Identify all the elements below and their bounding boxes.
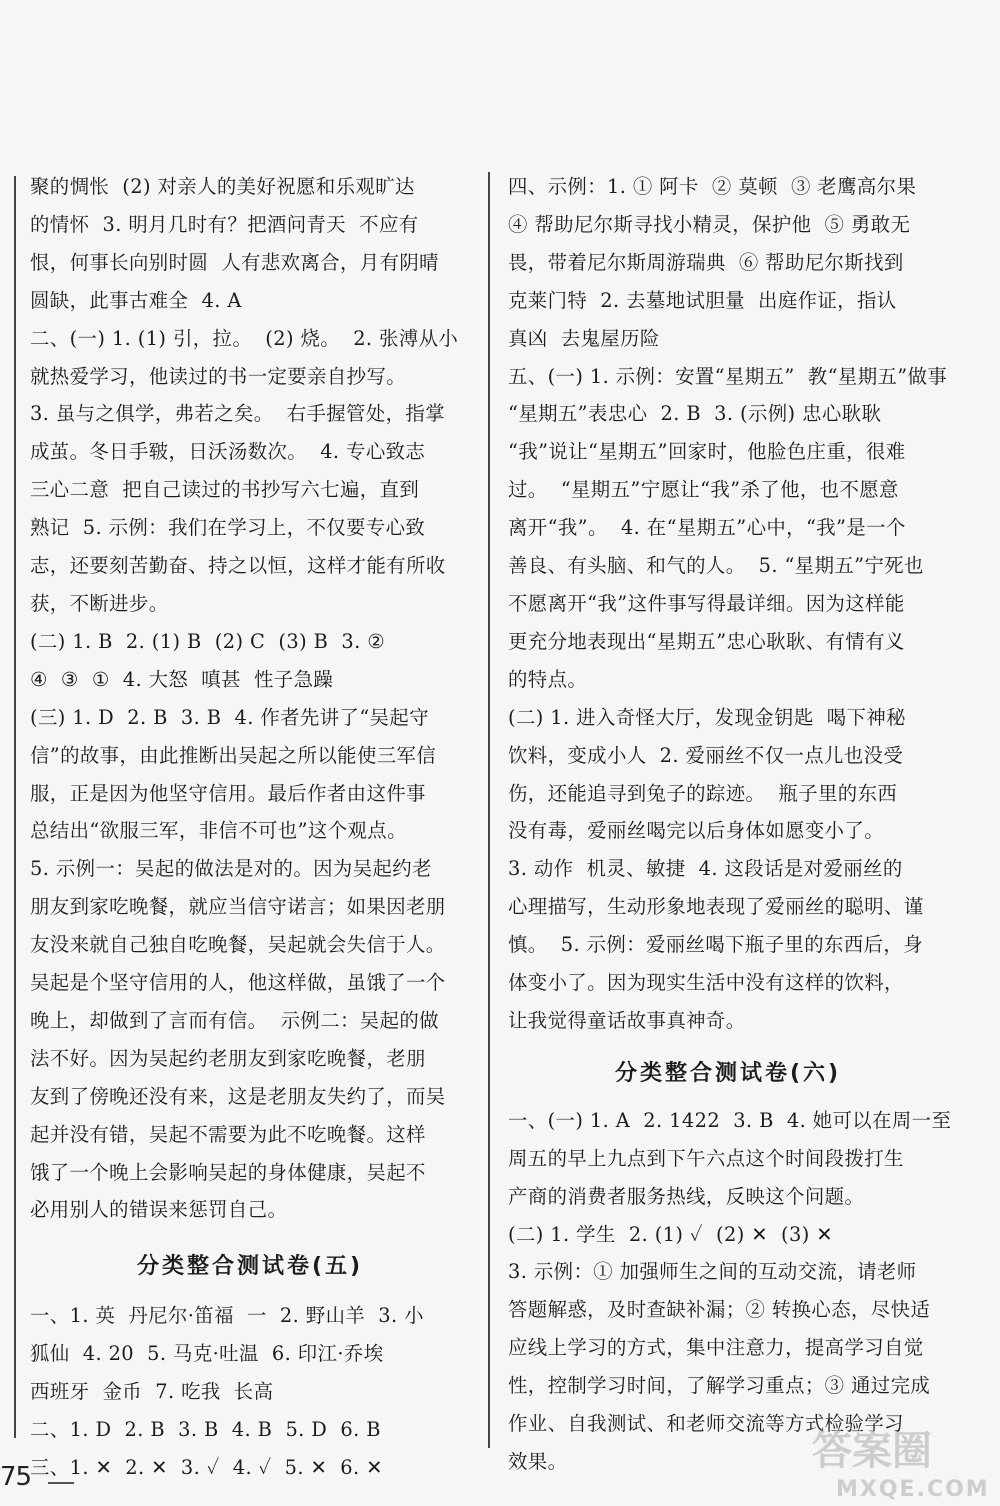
answer-block-test-5: 一、1. 英 丹尼尔·笛福 一 2. 野山羊 3. 小 狐仙 4. 20 5. 马克·吐温 6. 印江·乔埃 西班牙 金币 7. 吃我 长高 二、1. D 2. B 3. B 4. B 5. D 6. B 三、1. ✕ 2. ✕ 3. ✓ 4. ✓ 5. ✕ 6. ✕ (30, 1304, 424, 1479)
right-column (508, 168, 952, 1481)
page-number: 75 (0, 1462, 32, 1492)
section-heading-test-6: 分类整合测试卷(六) (614, 1060, 842, 1086)
answer-block-question-5: 5. 示例一：吴起的做法是对的。因为吴起约老 朋友到家吃晚餐，就应当信守诺言；如果因老朋 友没来就自己独自吃晚餐，吴起就会失信于人。 吴起是个坚守信用的人，他这样做，虽饿了一个 晚上，却做到了言而有信。 示例二：吴起的做 法不好。因为吴起约老朋友到家吃晚餐，老朋 友到了傍晚还没有来，这是老朋友失约了，而吴 起并没有错，吴起不需要为此不吃晚餐。这样 饿了一个晚上会影响吴起的身体健康，吴起不 必用别人的错误来惩罚自己。 (30, 857, 446, 1222)
answer-block-continuation: 聚的惆怅 (2) 对亲人的美好祝愿和乐观旷达 的情怀 3. 明月几时有？把酒问青天 不应有 恨，何事长向别时圆 人有悲欢离合，月有阴晴 圆缺，此事古难全 4. A (30, 175, 439, 312)
answer-block-section-2-part-3: (三) 1. D 2. B 3. B 4. 作者先讲了“吴起守 信”的故事，由此推断出吴起之所以能使三军信 服，正是因为他坚守信用。最后作者由这件事 总结出“欲服三军，非信不可也”这个观点。 (30, 705, 437, 843)
left-margin-rule (14, 176, 16, 1438)
answer-block-section-2-part-1: 二、(一) 1. (1) 引，拉。 (2) 烧。 2. 张溥从小 就热爱学习，他读过的书一定要亲自抄写。 3. 虽与之俱学，弗若之矣。 右手握管处，指掌 成茧。冬日手皲，日沃汤数次。 4. 专心致志 三心二意 把自己读过的书抄写六七遍，直到 熟记 5. 示例：我们在学习上，不仅要专心致 志，还要刻苦勤奋、持之以恒，这样才能有所收 获，不断进步。 (30, 326, 459, 615)
answer-block-section-2-part-2: (二) 1. B 2. (1) B (2) C (3) B 3. ② ④ ③ ① 4. 大怒 嗔甚 性子急躁 (30, 629, 386, 691)
left-column (30, 168, 470, 1487)
answer-block-test-6-part-2: (二) 1. 学生 2. (1) ✓ (2) ✕ (3) ✕ 3. 示例：① 加强师生之间的互动交流，请老师 答题解惑，及时查缺补漏；② 转换心态，尽快适 应线上学习的方式，集中注意力，提高学习自觉 性，控制学习时间，了解学习重点；③ 通过完成 作业、自我测试、和老师交流等方式检验学习 效果。 (508, 1222, 931, 1473)
section-heading-test-5: 分类整合测试卷(五) (136, 1254, 364, 1280)
answer-block-section-4: 四、示例：1. ① 阿卡 ② 莫顿 ③ 老鹰高尔果 ④ 帮助尼尔斯寻找小精灵，保护他 ⑤ 勇敢无 畏，带着尼尔斯周游瑞典 ⑥ 帮助尼尔斯找到 克莱门特 2. 去墓地试胆量 出庭作证，指认 真凶 去鬼屋历险 (508, 175, 917, 350)
answer-block-test-6-part-1: 一、(一) 1. A 2. 1422 3. B 4. 她可以在周一至 周五的早上九点到下午六点这个时间段拨打生 产商的消费者服务热线，反映这个问题。 (508, 1108, 952, 1208)
watermark-text: 答案圈 (812, 1428, 932, 1474)
answer-block-section-5-part-1: 五、(一) 1. 示例：安置“星期五” 教“星期五”做事 “星期五”表忠心 2. B 3. (示例) 忠心耿耿 “我”说让“星期五”回家时，他脸色庄重，很难 过。 “星期五”宁愿让“我”杀了他，也不愿意 离开“我”。 4. 在“星期五”心中，“我”是一个 善良、有头脑、和气的人。 5. “星期五”宁死也 不愿离开“我”这件事写得最详细。因为这样能 更充分地表现出“星期五”忠心耿耿、有情有义 的特点。 (508, 364, 948, 691)
watermark-url: MXQE.COM (836, 1477, 990, 1502)
column-divider (488, 172, 490, 1448)
page-number-dash (48, 1482, 74, 1484)
answer-block-section-5-part-2: (二) 1. 进入奇怪大厅，发现金钥匙 喝下神秘 饮料，变成小人 2. 爱丽丝不仅一点儿也没受 伤，还能追寻到兔子的踪迹。 瓶子里的东西 没有毒，爱丽丝喝完以后身体如愿变小了。 3. 动作 机灵、敏捷 4. 这段话是对爱丽丝的 心理描写，生动形象地表现了爱丽丝的聪明、谨 慎。 5. 示例：爱丽丝喝下瓶子里的东西后，身 体变小了。因为现实生活中没有这样的饮料， 让我觉得童话故事真神奇。 (508, 705, 924, 1032)
